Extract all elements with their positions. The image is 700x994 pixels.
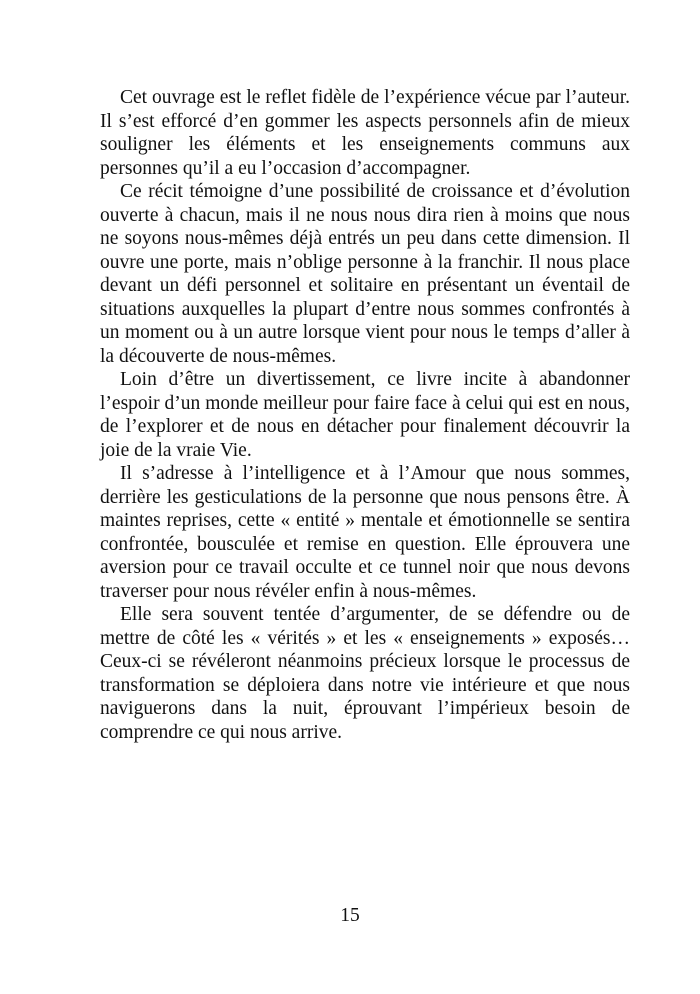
paragraph-3: Loin d’être un divertissement, ce livre incite à abandonner l’espoir d’un monde meilleur pour faire face à celui qui est en nous, de l’explorer et de nous en détacher pour finalement découvrir la joie de la vraie Vie. — [100, 369, 630, 461]
page-number: 15 — [340, 905, 360, 926]
paragraph-5: Elle sera souvent tentée d’argumenter, de se défendre ou de mettre de côté les « vérités » et les « enseignements » exposés… Ceux-ci se révéleront néanmoins précieux lorsque le processus de transformation se déploiera dans notre vie intérieure et que nous naviguerons dans la nuit, éprouvant l’impérieux besoin de comprendre ce qui nous arrive. — [100, 604, 630, 743]
paragraph-2: Ce récit témoigne d’une possibilité de croissance et d’évolution ouverte à chacun, mais il ne nous nous dira rien à moins que nous ne soyons nous-mêmes déjà entrés un peu dans cette dimension. Il ouvre une porte, mais n’oblige personne à la franchir. Il nous place devant un défi personnel et solitaire en présentant un éventail de situations auxquelles la plupart d’entre nous sommes confrontés à un moment ou à un autre lorsque vient pour nous le temps d’aller à la découverte de nous-mêmes. — [100, 181, 630, 367]
page-body — [100, 86, 630, 744]
paragraph-4: Il s’adresse à l’intelligence et à l’Amour que nous sommes, derrière les gesticulations de la personne que nous pensons être. À maintes reprises, cette « entité » mentale et émotionnelle se sentira confrontée, bousculée et remise en question. Elle éprouvera une aversion pour ce travail occulte et ce tunnel noir que nous devons traverser pour nous révéler enfin à nous-mêmes. — [100, 463, 630, 602]
paragraph-1: Cet ouvrage est le reflet fidèle de l’expérience vécue par l’auteur. Il s’est efforcé d’en gommer les aspects personnels afin de mieux souligner les éléments et les enseignements communs aux personnes qu’il a eu l’occasion d’accompagner. — [100, 87, 630, 179]
